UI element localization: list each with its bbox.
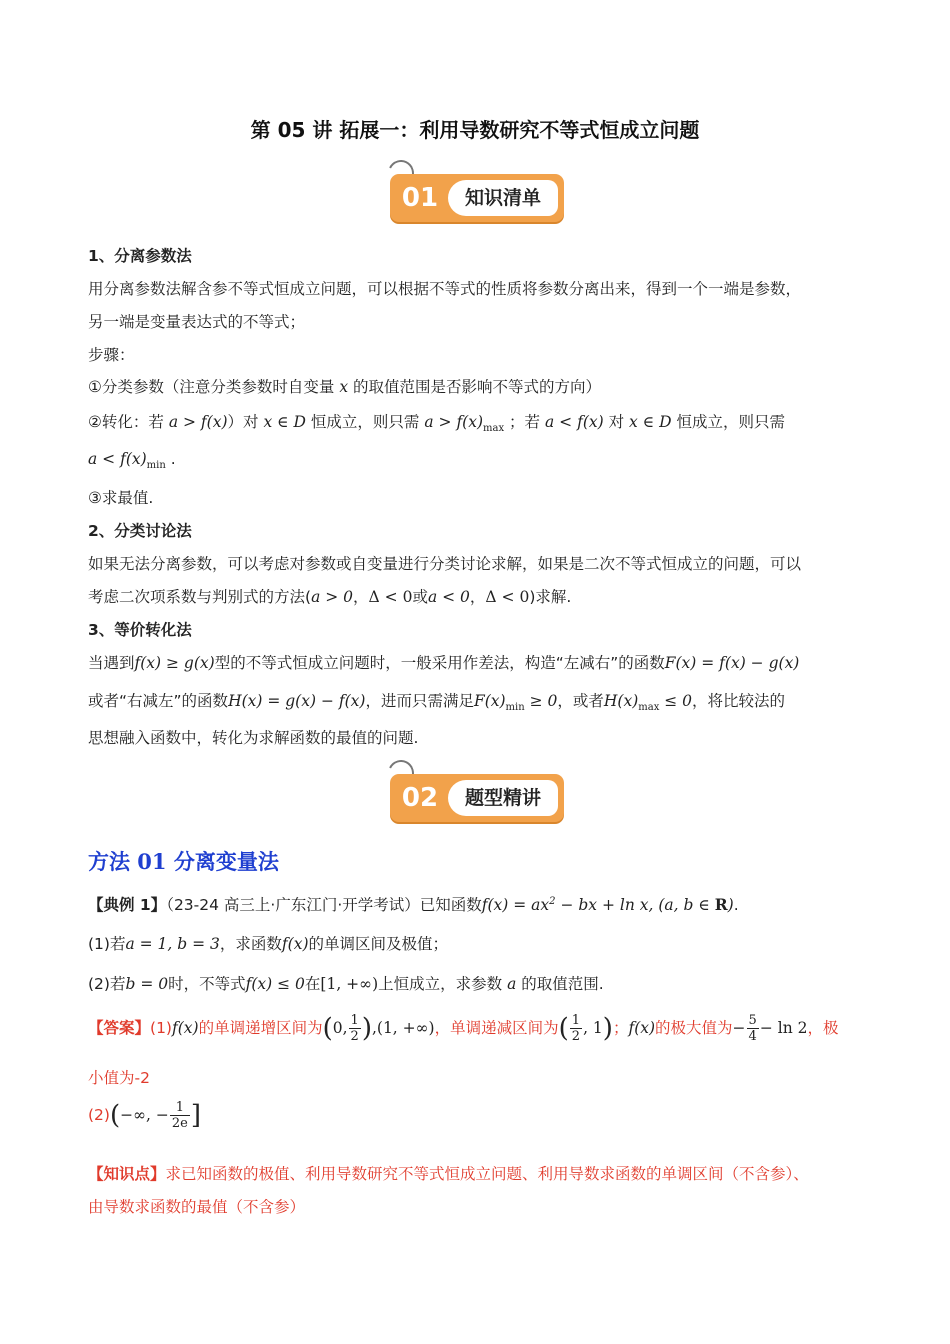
text: ，极 (807, 1019, 839, 1037)
paragraph-line (88, 689, 878, 713)
step-line: ③求最值. (88, 489, 154, 507)
banner-number: 02 (401, 783, 439, 813)
text: ，单调递减区间为 (434, 1019, 559, 1037)
text: 的单调递增区间为 (198, 1019, 323, 1037)
math: x ∈ D (629, 413, 672, 431)
text: (2)若 (88, 975, 126, 993)
section-heading: 2、分类讨论法 (88, 522, 192, 540)
method-heading: 方法 01 分离变量法 (88, 849, 279, 874)
question-line (88, 932, 878, 954)
page-title: 第 05 讲 拓展一：利用导数研究不等式恒成立问题 (250, 118, 700, 142)
math: a > f(x) (163, 413, 228, 431)
knowledge-line (88, 1162, 878, 1184)
math: ( $\frac{1}{2}$ , 1) (558, 1013, 613, 1044)
math: $f(x) = ax^2$ − bx + ln x, (a, b ∈ R) (481, 895, 734, 914)
section-heading: 3、等价转化法 (88, 621, 192, 639)
math: f(x) (281, 935, 309, 953)
math: (0, $\frac{1}{2}$ ),(1, +∞) (322, 1013, 435, 1044)
paragraph-line: 如果无法分离参数，可以考虑对参数或自变量进行分类讨论求解，如果是二次不等式恒成立的问题，可以 (88, 555, 802, 573)
math: f(x) ≤ 0 (245, 975, 305, 993)
text: 的极大值为 (655, 1019, 733, 1037)
paragraph-line: 另一端是变量表达式的不等式； (88, 313, 306, 331)
math: (−∞, − $\frac{1}{2e}$ ] (109, 1100, 201, 1131)
math: $a < f(x)_{min}$ (88, 450, 166, 472)
text: 型的不等式恒成立问题时，一般采用作差法，构造“左减右”的函数 (214, 654, 665, 672)
knowledge-tag: 【知识点】 (88, 1165, 166, 1183)
text: 时，不等式 (168, 975, 246, 993)
step-line (88, 375, 878, 397)
section-heading: 1、分离参数法 (88, 247, 192, 265)
text: 对 (608, 413, 625, 431)
math: b = 0 (125, 975, 169, 993)
text: ，或者 (557, 692, 604, 710)
paragraph-line: 思想融入函数中，转化为求解函数的最值的问题. (88, 729, 419, 747)
math: Δ < 0 (368, 588, 413, 606)
math: x ∈ D (263, 413, 306, 431)
math: $a > f(x)_{max}$ (424, 413, 505, 435)
banner-label: 知识清单 (448, 180, 558, 216)
example-line: 【典例 1】（23-24 高三上·广东江门·开学考试）已知函数$f(x) = ax^2$ − bx + ln x, (a, b ∈ R). (88, 895, 739, 914)
question-line (88, 972, 878, 994)
text: 当遇到 (88, 654, 135, 672)
text: )求解. (529, 588, 572, 606)
text: 求已知函数的极值、利用导数研究不等式恒成立问题、利用导数求函数的单调区间（不含参）、 (165, 1165, 809, 1183)
math: $F(x)_{min} \ge 0$ (473, 692, 558, 714)
banner-number: 01 (401, 183, 439, 213)
text: ①分类参数（注意分类参数时自变量 (88, 378, 335, 396)
text: 考虑二次项系数与判别式的方法( (88, 588, 312, 606)
text: 或 (412, 588, 428, 606)
text: 或者“右减左”的函数 (88, 692, 229, 710)
answer-tag: 【答案】 (88, 1019, 151, 1037)
text: (2) (88, 1106, 110, 1124)
math: a = 1, b = 3 (125, 935, 220, 953)
math: a > 0 (311, 588, 354, 606)
paragraph-line: 考虑二次项系数与判别式的方法(a > 0，Δ < 0或a < 0，Δ < 0)求解. (88, 588, 572, 606)
text: ，求函数 (219, 935, 282, 953)
text: 恒成立，则只需 (676, 413, 785, 431)
math: f(x) (628, 1019, 656, 1037)
text: （23-24 高三上·广东江门·开学考试）已知函数 (166, 896, 482, 914)
math: a < 0 (427, 588, 470, 606)
section-banner-examples (388, 760, 568, 826)
text: (1) (150, 1019, 172, 1037)
math: $H(x)_{max} \le 0$ (603, 692, 693, 714)
banner-label: 题型精讲 (448, 780, 558, 816)
math: − $\frac{5}{4}$ − ln 2 (732, 1013, 808, 1044)
text: ，将比较法的 (692, 692, 786, 710)
text: 的取值范围. (521, 975, 604, 993)
text: ；若 (509, 413, 541, 431)
math: H(x) = g(x) − f(x) (228, 692, 366, 710)
text: 的单调区间及极值； (308, 935, 449, 953)
math: x (339, 378, 349, 396)
answer-line: 小值为-2 (88, 1069, 150, 1087)
step-line: ②转化：若 a > f(x)）对 x ∈ D 恒成立，则只需 $a > f(x)_{max}$ ；若 a < f(x) 对 x ∈ D 恒成立，则只需 (88, 413, 785, 435)
math: [1, +∞) (320, 975, 379, 993)
example-tag: 【典例 1】 (88, 896, 167, 914)
paragraph-line: 用分离参数法解含参不等式恒成立问题，可以根据不等式的性质将参数分离出来，得到一个一端是参数， (88, 280, 802, 298)
math: Δ < 0 (485, 588, 530, 606)
paragraph-line: 步骤： (88, 346, 135, 364)
answer-line (88, 1100, 878, 1131)
section-banner-knowledge (388, 160, 568, 226)
knowledge-line: 由导数求函数的最值（不含参） (88, 1198, 306, 1216)
math: a (502, 975, 522, 993)
text: 在 (304, 975, 321, 993)
text: 对 (243, 413, 259, 431)
math: f(x) ≥ g(x) (134, 654, 215, 672)
text: 上恒成立，求参数 (378, 975, 503, 993)
math: a < f(x) (545, 413, 604, 431)
text: 的取值范围是否影响不等式的方向） (353, 378, 602, 396)
text: ； (612, 1019, 629, 1037)
step-line: $a < f(x)_{min}$ . (88, 450, 176, 472)
paragraph-line (88, 651, 878, 673)
answer-line (88, 1013, 878, 1044)
math: f(x) (171, 1019, 199, 1037)
text: (1)若 (88, 935, 126, 953)
text: 恒成立，则只需 (310, 413, 420, 431)
text: ，进而只需满足 (365, 692, 474, 710)
math: F(x) = f(x) − g(x) (664, 654, 800, 672)
text: ②转化：若 (88, 413, 164, 431)
